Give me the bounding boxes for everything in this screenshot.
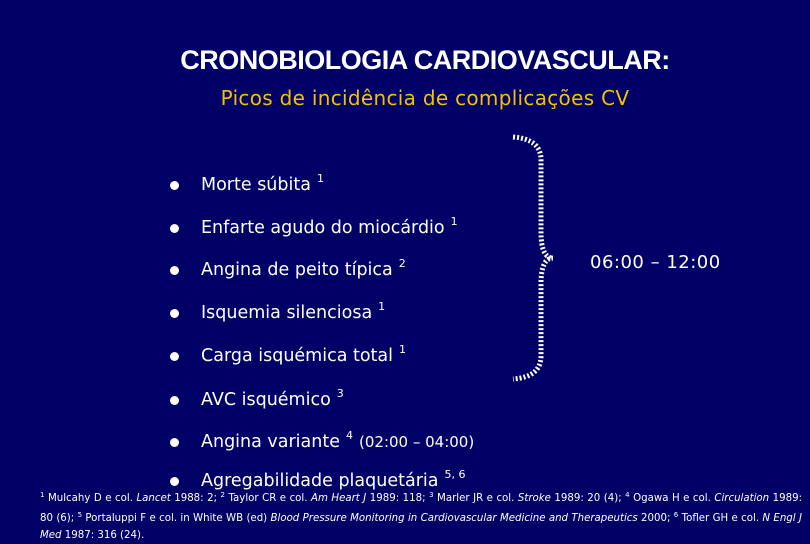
ref-number: 5 — [77, 511, 83, 519]
item-ref: 1 — [378, 300, 386, 313]
slide-subtitle: Picos de incidência de complicações CV — [220, 86, 630, 110]
references — [40, 487, 802, 544]
item-ref: 1 — [399, 343, 407, 356]
item-text: Morte súbita — [201, 175, 311, 195]
ref-text: 1989: 118; — [366, 493, 430, 504]
ref-journal: Am Heart J — [311, 493, 367, 504]
ref-text: Mulcahy D e col. — [44, 493, 137, 504]
time-range: 06:00 – 12:00 — [590, 252, 721, 273]
ref-text: Ogawa H e col. — [629, 493, 715, 504]
ref-journal: Lancet — [136, 493, 171, 504]
ref-text: Taylor CR e col. — [225, 493, 311, 504]
ref-number: 2 — [220, 491, 225, 499]
item-ref: 5, 6 — [444, 468, 466, 481]
item-text: Enfarte agudo do miocárdio — [201, 218, 445, 238]
ref-number: 3 — [429, 491, 434, 499]
item-text: Isquemia silenciosa — [201, 303, 373, 323]
ref-number: 4 — [625, 491, 630, 499]
ref-journal: Blood Pressure Monitoring in Cardiovascular Medicine and Therapeutics — [270, 513, 638, 524]
item-text: AVC isquémico — [201, 390, 331, 410]
item-text: Angina de peito típica — [201, 260, 393, 280]
ref-journal: N Engl J Med — [40, 513, 802, 541]
item-text: Carga isquémica total — [201, 346, 394, 366]
ref-text: 1988: 2; — [170, 493, 221, 504]
item-ref: 2 — [398, 257, 406, 270]
ref-journal: Circulation — [714, 493, 770, 504]
slide-title: CRONOBIOLOGIA CARDIOVASCULAR: — [180, 45, 670, 75]
item-extra: (02:00 – 04:00) — [359, 433, 475, 451]
item-ref: 1 — [316, 172, 324, 185]
ref-text: 2000; — [637, 513, 674, 524]
ref-text: Marler JR e col. — [433, 493, 518, 504]
ref-text: 1989: 20 (4); — [550, 493, 626, 504]
ref-number: 1 — [40, 491, 45, 499]
ref-text: Tofler GH e col. — [678, 513, 763, 524]
item-ref: 1 — [450, 215, 458, 228]
ref-text: Portaluppi F e col. in White WB (ed) — [82, 513, 271, 524]
ref-journal: Stroke — [517, 493, 551, 504]
ref-text: 1987: 316 (24). — [61, 530, 145, 541]
ref-number: 6 — [673, 511, 679, 519]
ref-text: 1989: 80 (6); — [40, 493, 802, 524]
item-text: Angina variante — [201, 432, 340, 452]
item-ref: 4 — [346, 429, 353, 442]
item-text: Agregabilidade plaquetária — [201, 471, 439, 491]
item-ref: 3 — [336, 387, 344, 400]
